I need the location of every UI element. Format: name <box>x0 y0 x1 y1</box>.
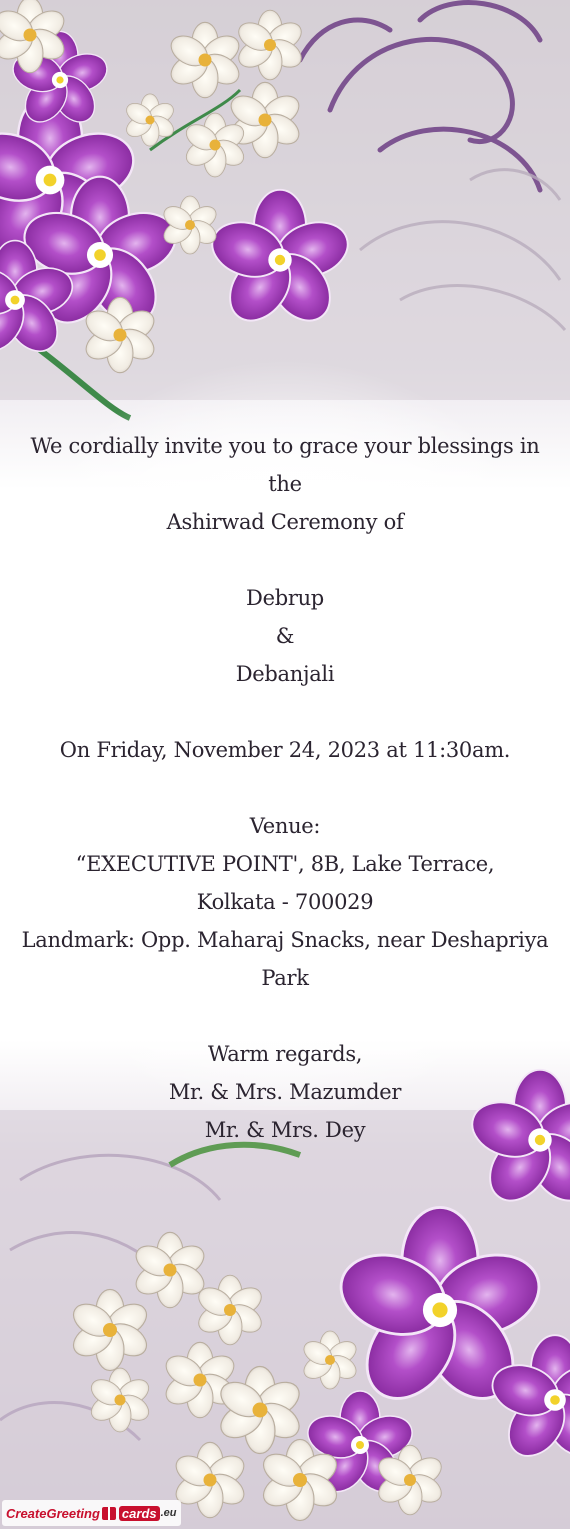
invitation-line: Ashirwad Ceremony of <box>166 510 404 534</box>
invitation-line: We cordially invite you to grace your blessings in the <box>30 434 540 496</box>
bride-name: Debanjali <box>235 662 335 686</box>
venue-heading: Venue: <box>249 814 321 838</box>
groom-name: Debrup <box>246 586 324 610</box>
host-name: Mr. & Mrs. Dey <box>204 1118 366 1142</box>
host-name: Mr. & Mrs. Mazumder <box>168 1080 402 1104</box>
blank-line <box>20 541 550 579</box>
venue-landmark: Landmark: Opp. Maharaj Snacks, near Deshapriya <box>21 928 549 952</box>
closing: Warm regards, <box>207 1042 363 1066</box>
ampersand: & <box>275 624 295 648</box>
creategreetingcards-logo-link[interactable] <box>2 1500 181 1526</box>
blank-line <box>20 997 550 1035</box>
invitation-text <box>20 427 550 1149</box>
watermark-brand: CreateGreeting <box>6 1505 100 1521</box>
blank-line <box>20 693 550 731</box>
blank-line <box>20 769 550 807</box>
watermark-tld: .eu <box>160 1507 177 1519</box>
gift-icon <box>102 1507 116 1520</box>
event-date-time: On Friday, November 24, 2023 at 11:30am. <box>59 738 511 762</box>
watermark-cards: cards <box>119 1506 160 1521</box>
venue-landmark: Park <box>261 966 309 990</box>
venue-address: “EXECUTIVE POINT', 8B, Lake Terrace, <box>75 852 495 876</box>
venue-city: Kolkata - 700029 <box>196 890 374 914</box>
